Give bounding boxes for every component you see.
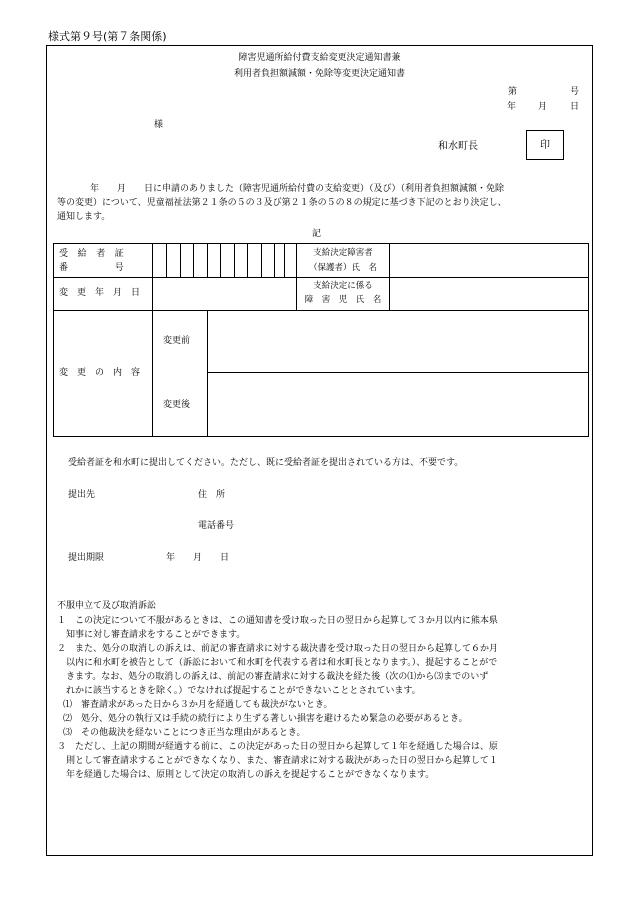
appeal-line: ⑶ その他裁決を経ないことにつき正当な理由があるとき。	[63, 728, 306, 738]
form-number: 様式第９号(第７条関係)	[48, 30, 167, 43]
change-content-label: 変 更 の 内 容	[59, 368, 141, 378]
submission-note: 受給者証を和水町に提出してください。ただし、既に受給者証を提出されている方は、不要です。	[68, 458, 464, 468]
addressee-suffix: 様	[154, 120, 164, 130]
appeal-line: ３ ただし、上記の期間が経過する前に、この決定があった日の翌日から起算して１年を経過した場合は、原	[57, 742, 498, 752]
date-year: 年	[507, 102, 517, 112]
appeal-line: きます。なお、処分の取消しの訴えは、前記の審査請求に対する裁決を経た後（次の⑴から⑶までのいず	[57, 672, 489, 682]
submission-dest-label: 提出先	[68, 490, 96, 500]
intro-line-2: 等の変更）について、児童福祉法第２１条の５の３及び第２１条の５の８の規定に基づき下記のとおり決定し、	[57, 198, 507, 208]
child-label-2: 障 害 児 氏 名	[304, 295, 382, 305]
title-line-1: 障害児通所給付費支給変更決定通知書兼	[238, 53, 401, 63]
issuer: 和水町長	[438, 141, 478, 152]
deadline-label: 提出期限	[68, 553, 105, 563]
intro-line-1: 年 月 日に申請のありました（障害児通所給付費の支給変更）（及び）（利用者負担額減額・免除	[90, 184, 505, 194]
number-go: 号	[570, 87, 580, 97]
appeal-line: 以内に和水町を被告として（訴訟において和水町を代表する者は和水町長となります。）、提起することがで	[57, 658, 498, 668]
number-dai: 第	[508, 87, 518, 97]
appeal-line: れかに該当するときを除く。）でなければ提起することができないこととされています。	[57, 686, 421, 696]
change-date-label: 変 更 年 月 日	[59, 288, 141, 298]
phone-label: 電話番号	[198, 521, 235, 531]
before-label: 変更前	[163, 336, 191, 346]
appeal-line: 則として審査請求することができなくなり、また、審査請求に対する裁決があった日の翌日から起算して１	[57, 756, 498, 766]
recipient-cert-label-1: 受 給 者 証	[59, 249, 125, 259]
address-label: 住 所	[198, 490, 226, 500]
ki-mark: 記	[312, 229, 322, 239]
appeal-line: ⑴ 審査請求があった日から３か月を経過しても裁決がないとき。	[63, 700, 333, 710]
title-line-2: 利用者負担額減額・免除等変更決定通知書	[233, 69, 405, 79]
appeal-line: 年を経過した場合は、原則として決定の取消しの訴えを提起することができなくなります。	[57, 770, 435, 780]
intro-line-3: 通知します。	[57, 212, 111, 222]
child-label-1: 支給決定に係る	[313, 281, 373, 291]
appeal-line: １ この決定について不服があるときは、この通知書を受け取った日の翌日から起算して３か月以内に熊本県	[57, 616, 498, 626]
appeal-line: ⑵ 処分、処分の執行又は手続の続行により生ずる著しい損害を避けるため緊急の必要があるとき。	[63, 714, 468, 724]
appeal-heading: 不服申立て及び取消訴訟	[57, 601, 157, 611]
seal-box: 印	[526, 130, 564, 160]
guardian-label-2: （保護者）氏 名	[308, 263, 377, 273]
date-month: 月	[538, 102, 548, 112]
date-day: 日	[570, 102, 580, 112]
recipient-cert-label-2: 番 号	[59, 263, 125, 273]
deadline-date: 年 月 日	[166, 553, 230, 563]
after-label: 変更後	[163, 400, 191, 410]
guardian-label-1: 支給決定障害者	[313, 248, 373, 258]
appeal-line: ２ また、処分の取消しの訴えは、前記の審査請求に対する裁決書を受け取った日の翌日から起算して６か月	[57, 644, 499, 654]
appeal-line: 知事に対し審査請求をすることができます。	[57, 630, 246, 640]
